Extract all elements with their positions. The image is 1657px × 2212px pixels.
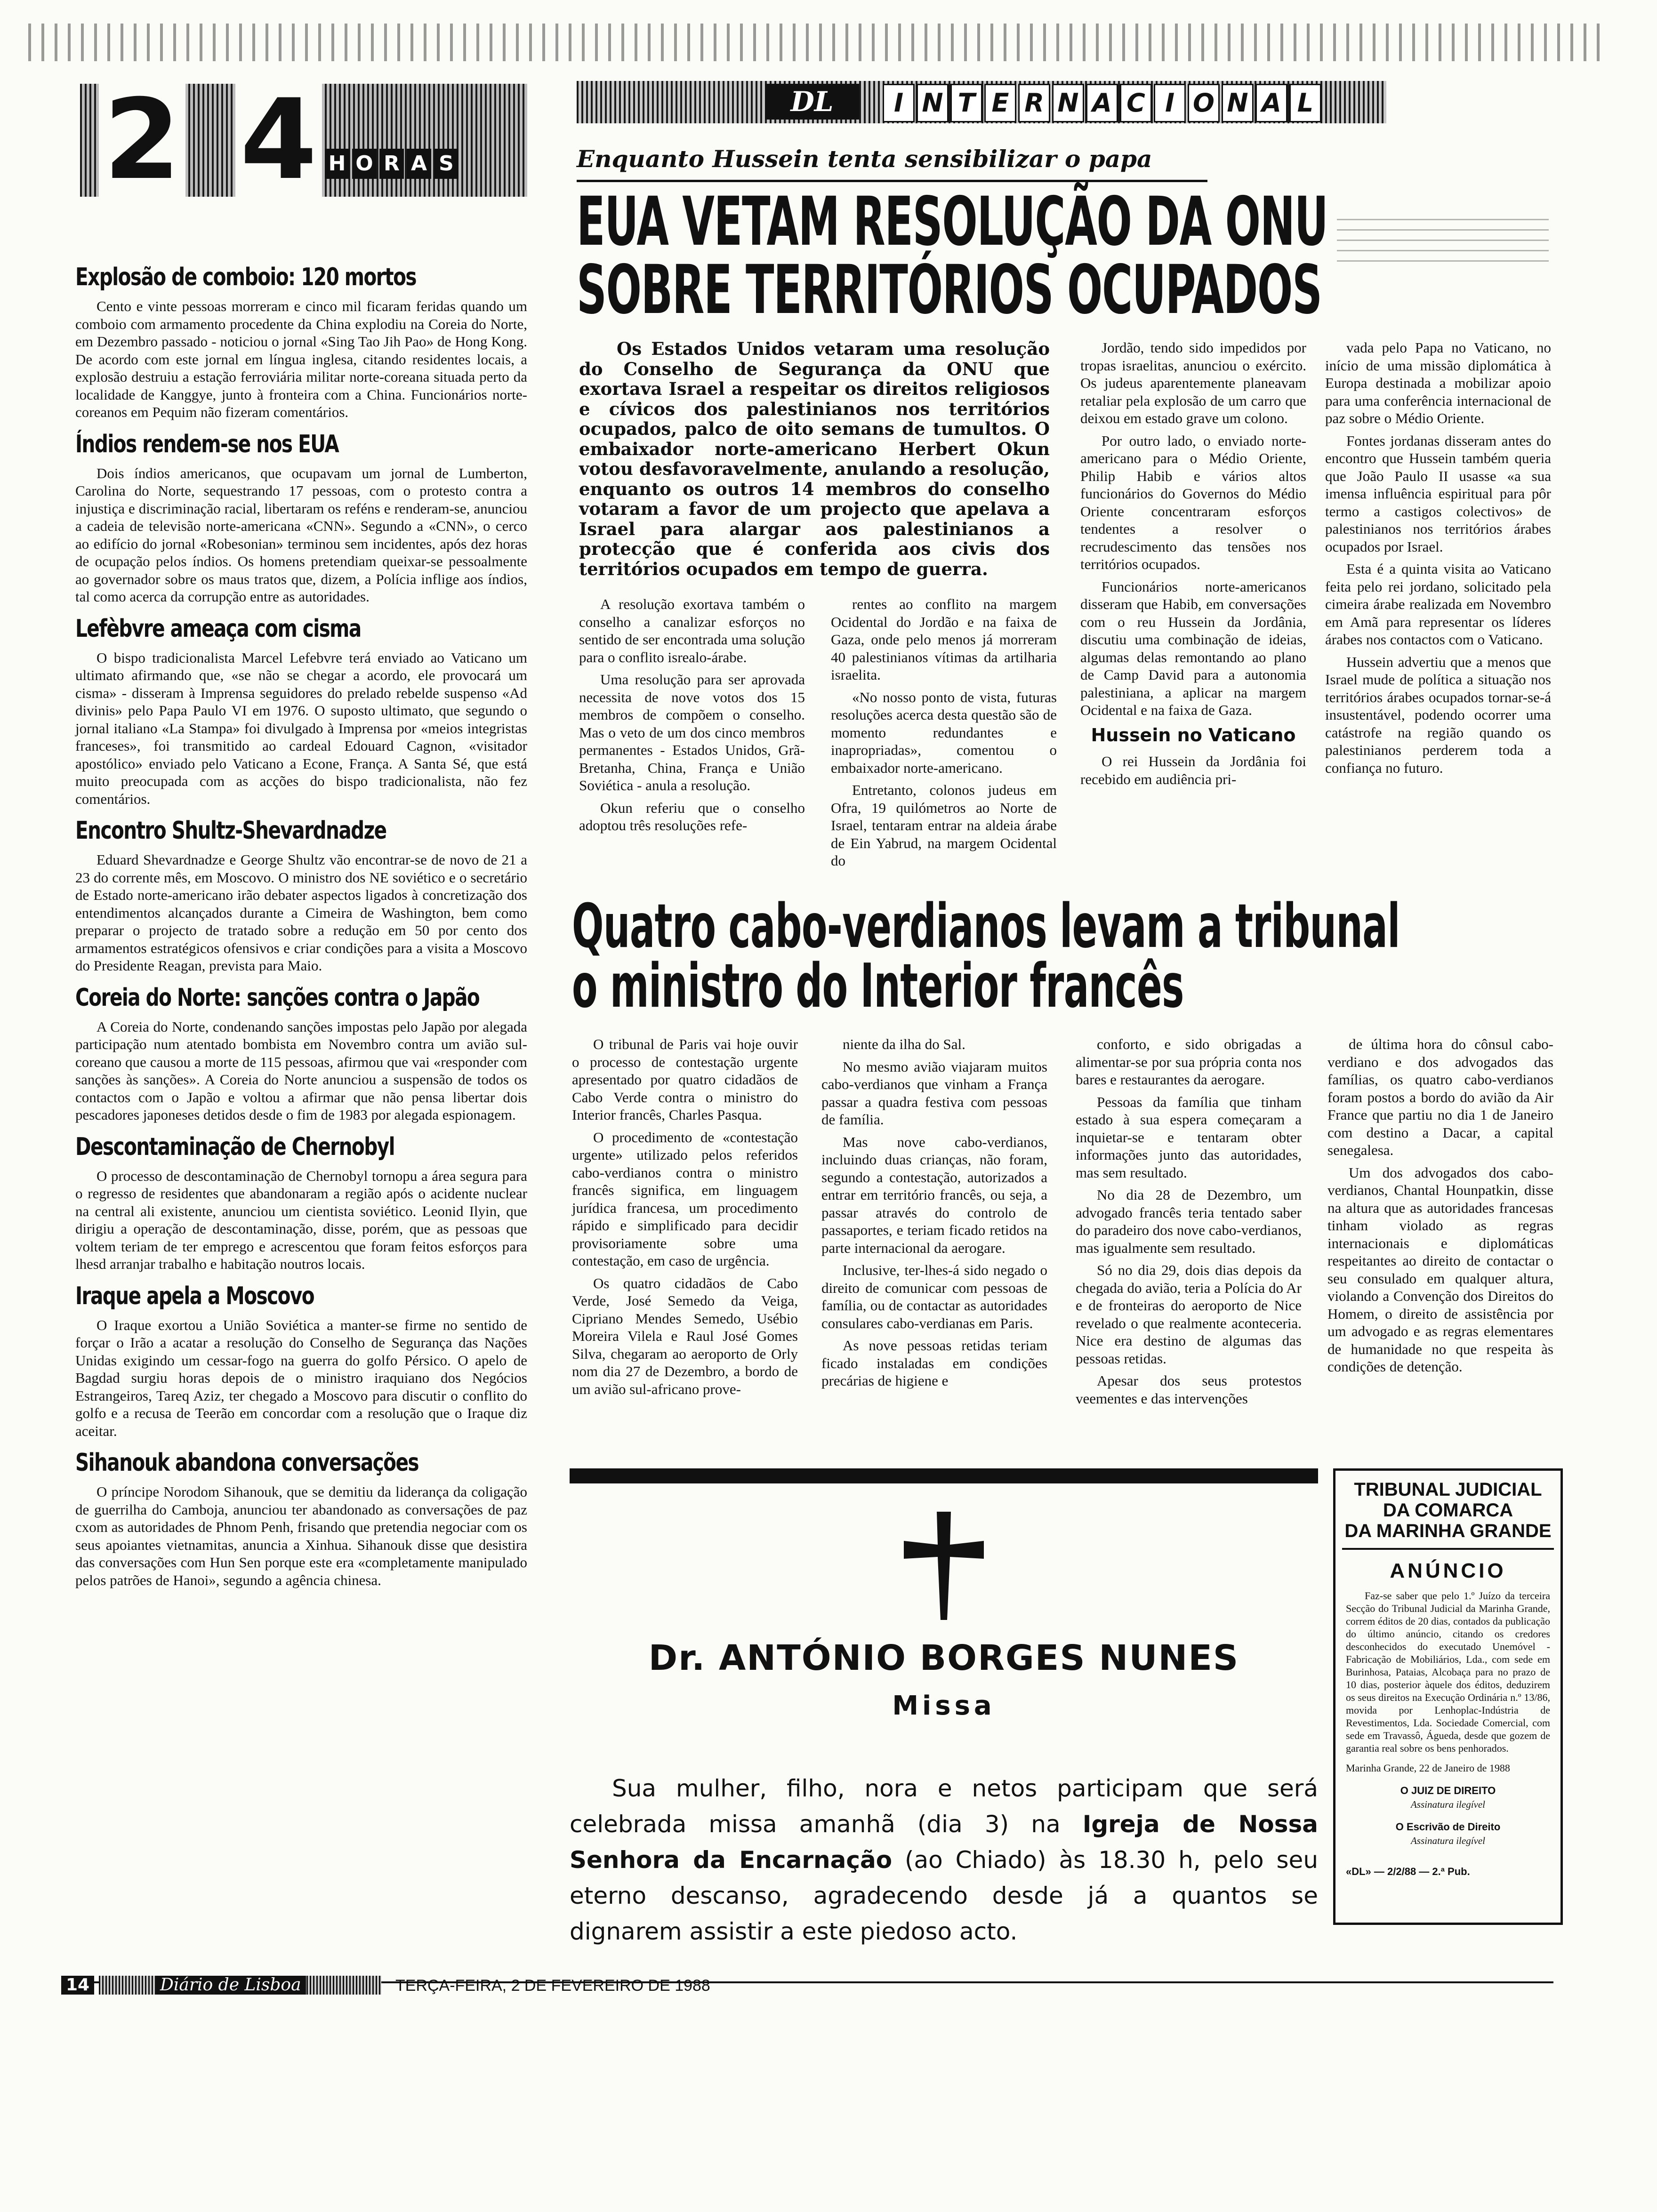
paragraph: de última hora do cônsul cabo-verdiano e dos advogados das famílias, os quatro cabo-verdianos foram postos a bordo do avião da Air France que partiu no dia 1 de Janeiro com destino a Dacar, a capital senegalesa. <box>1327 1036 1553 1158</box>
brief-paragraph: A Coreia do Norte, condenando sanções impostas pelo Japão por alegada participação num atentado bombista em Novembro contra um avião sul-coreano que causou a morte de 115 pessoas, afirmou que vai «responder com sanções às sanções». A Coreia do Norte anunciou a suspensão de todos os contactos com o Japão e voltou a afirmar que não pensa libertar dois pescadores japoneses detidos desde o fim de 1983 por alegada espionagem. <box>75 1018 527 1123</box>
brief-item <box>75 1132 527 1273</box>
paragraph: Mas nove cabo-verdianos, incluindo duas crianças, não foram, segundo a contestação, autorizados a entrar em território francês, ou seja, a passar através do controlo de passaportes, e teriam ficado retidos na parte internacional da aerogare. <box>821 1133 1047 1256</box>
brief-item <box>75 430 527 606</box>
paragraph: rentes ao conflito na margem Ocidental do Jordão e na faixa de Gaza, onde pelo menos já morreram 40 palestinianos vítimas da artilharia israelita. <box>831 596 1057 683</box>
obituary-church: Igreja de Nossa Senhora da Encarnação <box>570 1811 1318 1874</box>
story1-col-a <box>579 595 805 839</box>
brief-paragraph: O Iraque exortou a União Soviética a manter-se firme no sentido de forçar o Irão a acatar a resolução do Conselho de Segurança das Nações Unidas exigindo um cessar-fogo na guerra do golfo Pérsico. O apelo de Bagdad surgiu horas depois de o ministro iraquiano dos Negócios Estrangeiros, Tareq Aziz, ter chegado a Moscovo para discutir o conflito do golfo e a recusa de Teerão em concordar com a resolução que o Iraque diz aceitar. <box>75 1316 527 1439</box>
issue-date: TERÇA-FEIRA, 2 DE FEVEREIRO DE 1988 <box>395 1977 710 1995</box>
brief-title: Sihanouk abandona conversações <box>75 1449 418 1477</box>
paragraph: As nove pessoas retidas teriam ficado instaladas em condições precárias de higiene e <box>821 1337 1047 1389</box>
section-letter: I <box>883 84 915 122</box>
story1-col-b <box>831 595 1057 874</box>
brief-title: Encontro Shultz-Shevardnadze <box>75 817 386 845</box>
paragraph: No mesmo avião viajaram muitos cabo-verdianos que vinham a França passar a quadra festiva com pessoas de família. <box>821 1058 1047 1128</box>
story2-col-b <box>821 1035 1047 1395</box>
paragraph: Por outro lado, o enviado norte-americano para o Médio Oriente, Philip Habib e vários altos funcionários do Governos do Médio Oriente concentraram esforços tendentes a resolver o recrudescimento das tensões nos territórios ocupados. <box>1080 432 1306 572</box>
brief-paragraph: Dois índios americanos, que ocupavam um jornal de Lumberton, Carolina do Norte, sequestrando 17 pessoas, com o protesto contra a injustiça e discriminação racial, libertaram os reféns e renderam-se, anunciou a cadeia de televisão norte-americana «CNN». Segundo a «CNN», o cerco ao edifício do jornal «Robesonian» terminou sem incidentes, após dez horas de ocupação pelos índios. Os homens pretendiam queixar-se pessoalmente ao governador sobre os maus tratos que, dizem, a Polícia inflige aos índios, tal como acerca da corrupção entre as autoridades. <box>75 465 527 605</box>
section-letter: A <box>1255 84 1287 122</box>
brief-title: Descontaminação de Chernobyl <box>75 1132 394 1161</box>
legal-notice <box>1333 1468 1563 1925</box>
paragraph: Jordão, tendo sido impedidos por tropas israelitas, anunciou o exército. Os judeus aparentemente planeavam retaliar pela explosão de um carro que deixou em estado grave um colono. <box>1080 339 1306 426</box>
section-letter: L <box>1289 84 1321 122</box>
dl-logo: DL <box>765 84 859 120</box>
paragraph: O tribunal de Paris vai hoje ouvir o processo de contestação urgente apresentado por quatro cidadãos de Cabo Verde contra o ministro do Interior francês, Charles Pasqua. <box>572 1036 798 1123</box>
brief-item <box>75 263 527 421</box>
story2-headline <box>572 891 1400 1021</box>
signature-note: Assinatura ilegível <box>1410 1799 1486 1810</box>
obituary-name: Dr. ANTÓNIO BORGES NUNES <box>648 1638 1239 1678</box>
paragraph: Inclusive, ter-lhes-á sido negado o direito de comunicar com pessoas de família, ou de contactar as autoridades consulares cabo-verdianas em Paris. <box>821 1262 1047 1331</box>
section-letter: N <box>1052 84 1084 122</box>
paragraph: Apesar dos seus protestos veementes e das intervenções <box>1076 1372 1302 1407</box>
section-letter: O <box>1188 84 1220 122</box>
brief-paragraph: O bispo tradicionalista Marcel Lefebvre terá enviado ao Vaticano um ultimato afirmando que, «se não se chegar a acordo, ele provocará um cisma» - disseram à Imprensa seguidores do prelado rebelde suspenso «Ad divinis» pelo Papa Paulo VI em 1976. O suposto ultimato, que segundo o jornal italiano «La Stampa» foi divulgado à Imprensa por «meios integristas franceses», foi transmitido ao cardeal Edouard Cagnon, «visitador apostólico» enviado pelo Vaticano a Econe, França. A Santa Sé, que está muito preocupada com as acções do bispo tradicionalista, não fez comentários. <box>75 649 527 807</box>
paragraph: «No nosso ponto de vista, futuras resoluções acerca desta questão são de momento redundantes e inapropriadas», comentou o embaixador norte-americano. <box>831 689 1057 776</box>
section-letter: R <box>1018 84 1050 122</box>
brand-box-24-horas <box>80 76 527 204</box>
paragraph: vada pelo Papa no Vaticano, no início de uma missão diplomática à Europa destinada a mobilizar apoio para uma conferência internacional de paz sobre o Médio Oriente. <box>1325 339 1551 426</box>
section-bar-internacional <box>577 81 1386 123</box>
paragraph: Fontes jordanas disseram antes do encontro que Hussein também queria que João Paulo II usasse «a sua imensa influência espiritual para pôr termo a castigos colectivos» de palestinianos nos territórios árabes ocupados por Israel. <box>1325 432 1551 555</box>
paragraph: A resolução exortava também o conselho a canalizar esforços no sentido de ser encontrada uma solução para o conflito isrealo-árabe. <box>579 596 805 665</box>
paragraph: conforto, e sido obrigadas a alimentar-se por sua própria conta nos bares e restaurantes da aerogare. <box>1076 1036 1302 1088</box>
paragraph: niente da ilha do Sal. <box>843 1036 965 1052</box>
story2-col-d <box>1327 1035 1553 1380</box>
headline-line: SOBRE TERRITÓRIOS OCUPADOS <box>577 250 1322 329</box>
masthead: Diário de Lisboa <box>155 1976 306 1995</box>
court-line: DA MARINHA GRANDE <box>1344 1521 1552 1541</box>
story2-col-c <box>1076 1035 1302 1412</box>
paragraph: O procedimento de «contestação urgente» utilizado pelos referidos cabo-verdianos contra o ministro francês significa, em linguagem jurídica francesa, um procedimento rápido e simplificado para decidir provisoriamente sobre uma contestação, em caso de urgência. <box>572 1129 798 1269</box>
story1-col-d <box>1325 339 1551 781</box>
brief-title: Coreia do Norte: sanções contra o Japão <box>75 983 480 1012</box>
brief-item <box>75 614 527 808</box>
obituary-text <box>570 1771 1318 1949</box>
lead-paragraph: Os Estados Unidos vetaram uma resolução do Conselho de Segurança da ONU que exortava Israel a respeitar os direitos religiosos e cívicos dos palestinianos nos territórios ocupados, palco de oito semans de tumultos. O embaixador norte-americano Herbert Okun votou desfavoravelmente, anulando a resolução, enquanto os outros 14 membros do conselho votaram a favor de um projecto que apelava a Israel para alargar aos palestinianos a protecção que é conferida aos civis dos territórios ocupados em tempo de guerra. <box>579 338 1050 579</box>
signature-note: Assinatura ilegível <box>1410 1835 1486 1846</box>
brand-letter: S <box>434 149 458 179</box>
paragraph: Hussein advertiu que a menos que Israel mude de política a situação nos territórios árabes ocupados tornar-se-á insustentável, podendo ocorrer uma catástrofe na região quando os palestinianos perderem toda a confiança no futuro. <box>1325 653 1551 776</box>
brief-paragraph: Cento e vinte pessoas morreram e cinco mil ficaram feridas quando um comboio com armamento procedente da China explodiu na Coreia do Norte, em Dezembro passado - noticiou o jornal «Sing Tao Jih Pao» de Hong Kong. De acordo com este jornal em língua inglesa, citando residentes locais, a explosão destruiu a estação ferroviária militar norte-coreana situada perto da localidade de Kanggye, junto à fronteira com a China. Funcionários norte-coreanos em Pequim não fizeram comentários. <box>75 298 527 420</box>
paragraph: Esta é a quinta visita ao Vaticano feita pelo rei jordano, solicitado pela cimeira árabe realizada em Novembro em Amã para representar os líderes árabes nos contactos com o Vaticano. <box>1325 561 1551 648</box>
brand-digit: 4 <box>235 84 322 197</box>
section-letter: E <box>984 84 1016 122</box>
obituary-subtitle: Missa <box>892 1691 996 1721</box>
paragraph: Só no dia 29, dois dias depois da chegada do avião, teria a Polícia do Ar e de fronteiras do aeroporto de Nice revelado o que realmente aconteceria. Nice era destino de algumas das pessoas retidas. <box>1076 1262 1302 1367</box>
brief-paragraph: O príncipe Norodom Sihanouk, que se demitiu da liderança da coligação de guerrilha do Camboja, anunciou ter abandonado as conversações de paz cxom as autoridades de Phnom Penh, frisando que pretendia negociar com os seus apoiantes vietnamitas, anuncia a Xinhua. Sihanouk disse que desistira das conversações com Hun Sen porque este era «completamente manipulado pelos patrões de Hanoi», segundo a agência chinesa. <box>75 1483 527 1588</box>
story1-lead <box>579 339 1050 579</box>
story1-kicker: Enquanto Hussein tenta sensibilizar o papa <box>577 145 1152 173</box>
briefs-column <box>75 254 527 1594</box>
section-letter: T <box>950 84 982 122</box>
section-letter: A <box>1086 84 1118 122</box>
paragraph: Uma resolução para ser aprovada necessita de nove votos dos 15 membros de compõem o conselho. Mas o veto de um dos cinco membros permanentes - Estados Unidos, Grã-Bretanha, China, França e União Soviética - anula a resolução. <box>579 671 805 793</box>
brand-letter: O <box>352 149 377 179</box>
page-number: 14 <box>61 1976 94 1995</box>
obituary-text-part: (ao Chiado) às 18.30 h, pelo seu eterno descanso, agradecendo desde já a quantos se dignarem assistir a este piedoso acto. <box>570 1846 1319 1945</box>
brand-letter: A <box>407 149 431 179</box>
brief-item <box>75 1282 527 1440</box>
paragraph: Um dos advogados dos cabo-verdianos, Chantal Hounpatkin, disse na altura que as autoridades francesas tinham violado as regras internacionais e diplomáticas respeitantes ao direito de contactar o seu consulado em qualquer altura, violando a Convenção dos Direitos do Homem, o direito de assistência por um advogado e as regras elementares de humanidade no que respeita às condições de detenção. <box>1327 1164 1553 1375</box>
publication-ref: «DL» — 2/2/88 — 2.ª Pub. <box>1346 1866 1470 1877</box>
court-line: DA COMARCA <box>1383 1500 1513 1521</box>
brand-digit: 2 <box>99 84 185 197</box>
signature-title: O JUIZ DE DIREITO <box>1400 1785 1496 1796</box>
paragraph: Os quatro cidadãos de Cabo Verde, José Semedo da Veiga, Cipriano Mendes Semedo, Usébio Moreira Vilela e Raul José Gomes Silva, chegaram ao aeroporto de Orly nom dia 27 de Dezembro, a bordo de um avião sul-africano prove- <box>572 1274 798 1397</box>
headline-line: Quatro cabo-verdianos levam a tribunal <box>572 891 1400 962</box>
story1-headline <box>577 182 1328 329</box>
masthead-strip <box>99 1976 381 1995</box>
section-letter: N <box>917 84 949 122</box>
section-label <box>883 84 1321 122</box>
paragraph: Entretanto, colonos judeus em Ofra, 19 quilómetros ao Norte de Israel, tentaram entrar na aldeia árabe de Ein Yabrud, na margem Ocidental do <box>831 782 1057 869</box>
obituary-text-part: Sua mulher, filho, nora e netos participam que será celebrada missa amanhã (dia 3) na <box>570 1775 1318 1838</box>
brief-title: Iraque apela a Moscovo <box>75 1282 314 1310</box>
notice-heading: ANÚNCIO <box>1390 1559 1506 1582</box>
brand-horas-label <box>325 149 458 179</box>
brief-title: Índios rendem-se nos EUA <box>75 430 339 458</box>
obituary-notice <box>570 1468 1318 1954</box>
section-letter: C <box>1120 84 1152 122</box>
paragraph: Funcionários norte-americanos disseram que Habib, em conversações com o reu Hussein da Jordânia, discutiu uma combinação de ideias, algumas delas remontando ao plano de Camp David para a autonomia palestiniana, a aplicar na margem Ocidental e na faixa de Gaza. <box>1080 578 1306 718</box>
faint-bleedthrough <box>1337 219 1549 271</box>
section-letter: I <box>1154 84 1186 122</box>
story2-col-a <box>572 1035 798 1403</box>
divider <box>1342 1548 1554 1550</box>
brief-paragraph: O processo de descontaminação de Chernobyl tornopu a área segura para o regresso de residentes que abandonaram a região após o acidente nuclear na central ali existente, anunciou um cientista soviético. Leonid Ilyin, que dirigiu a operação de descontaminação, disse, porém, que as pessoas que voltem teriam de ter emprego e acrescentou que foram feitos esforços para lhesd arranjar trabalho e habitação noutros locais. <box>75 1167 527 1272</box>
headline-line: o ministro do Interior francês <box>572 951 1184 1021</box>
paragraph: Okun referiu que o conselho adoptou três resoluções refe- <box>579 799 805 834</box>
cross-icon <box>904 1512 984 1620</box>
notice-body: Faz-se saber que pelo 1.º Juízo da terceira Secção do Tribunal Judicial da Marinha Grande, correm éditos de 20 dias, contados da publicação do último anúncio, citando os credores desconhecidos do executado Unemóvel - Fabricação de Mobiliários, Lda., com sede em Burinhosa, Pataias, Alcobaça para no prazo de 10 dias, posterior àquele dos éditos, deduzirem os seus direitos na Execução Ordinária n.º 13/86, movida por Lenhoplac-Indústria de Revestimentos, Lda. Sociedade Comercial, com sede em Travassô, Águeda, desde que gozem de garantia real sobre os bens penhorados. <box>1346 1590 1550 1754</box>
top-decorative-strip <box>28 24 1601 61</box>
paragraph: No dia 28 de Dezembro, um advogado francês teria tentado saber do paradeiro dos nove cabo-verdianos, mas igualmente sem resultado. <box>1076 1186 1302 1256</box>
court-name <box>1335 1479 1560 1541</box>
notice-date: Marinha Grande, 22 de Janeiro de 1988 <box>1346 1762 1510 1774</box>
headline-line: EUA VETAM RESOLUÇÃO DA ONU <box>577 182 1328 261</box>
brief-title: Explosão de comboio: 120 mortos <box>75 263 416 291</box>
brief-paragraph: Eduard Shevardnadze e George Shultz vão encontrar-se de novo de 21 a 23 do corrente mês, em Moscovo. O ministro dos NE soviético e o secretário de Estado norte-americano irão debater aspectos ligados à concretização dos entendimentos alcançados durante a Cimeira de Washington, bem como preparar o projecto de tratado sobre a redução em 50 por cento dos armamentos estratégicos ofensivos e criar condições para a visita a Moscovo do Presidente Reagan, prevista para Maio. <box>75 851 527 974</box>
story1-col-c <box>1080 339 1306 793</box>
signature-title: O Escrivão de Direito <box>1395 1821 1501 1833</box>
brief-item <box>75 1448 527 1589</box>
story1-subhead: Hussein no Vaticano <box>1091 724 1296 745</box>
paragraph: Pessoas da família que tinham estado à sua espera começaram a inquietar-se e tentaram obter informações junto das autoridades, mas sem resultado. <box>1076 1093 1302 1181</box>
brief-item <box>75 983 527 1124</box>
brand-letter: H <box>325 149 349 179</box>
section-letter: N <box>1222 84 1254 122</box>
brief-item <box>75 816 527 975</box>
brief-title: Lefèbvre ameaça com cisma <box>75 614 361 643</box>
paragraph: O rei Hussein da Jordânia foi recebido em audiência pri- <box>1080 753 1306 787</box>
brand-letter: R <box>379 149 404 179</box>
court-line: TRIBUNAL JUDICIAL <box>1354 1479 1542 1500</box>
